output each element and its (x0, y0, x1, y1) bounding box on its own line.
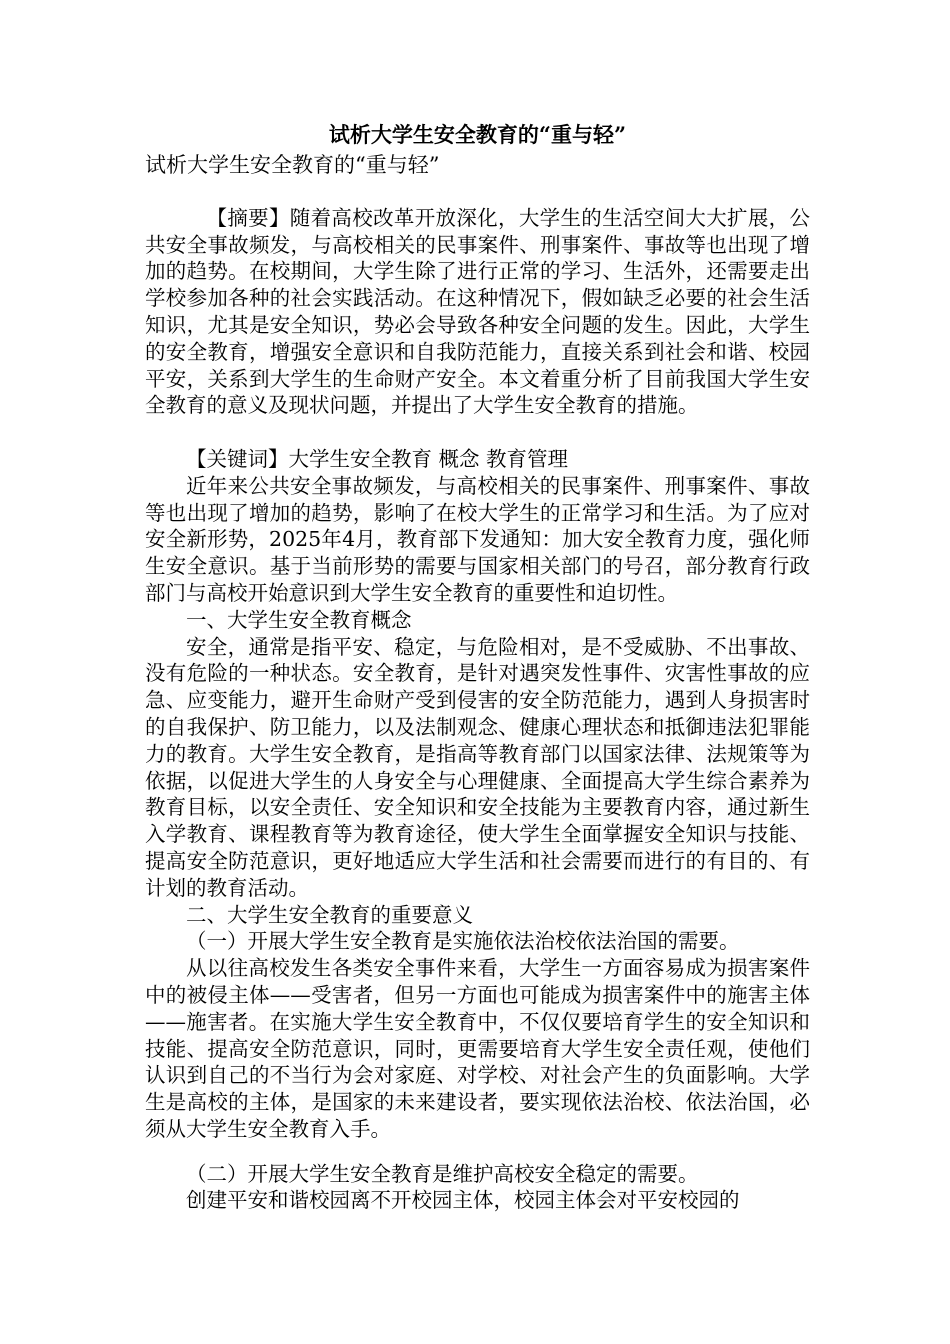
section-2-subheading-2: （二）开展大学生安全教育是维护高校安全稳定的需要。 (186, 1161, 699, 1186)
spacer (145, 419, 810, 446)
section-1-paragraph: 安全，通常是指平安、稳定，与危险相对，是不受威胁、不出事故、没有危险的一种状态。安全教育，是针对遇突发性事件、灾害性事故的应急、应变能力，避开生命财产受到侵害的安全防范能力，遇到人身损害时的自我保护、防卫能力，以及法制观念、健康心理状态和抵御违法犯罪能力的教育。大学生安全教育，是指高等教育部门以国家法律、法规策等为依据，以促进大学生的人身安全与心理健康、全面提高大学生综合素养为教育目标，以安全责任、安全知识和安全技能为主要教育内容，通过新生入学教育、课程教育等为教育途径，使大学生全面掌握安全知识与技能、提高安全防范意识，更好地适应大学生活和社会需要而进行的有目的、有计划的教育活动。 (145, 634, 810, 900)
abstract-paragraph: 【摘要】随着高校改革开放深化，大学生的生活空间大大扩展，公共安全事故频发，与高校相关的民事案件、刑事案件、事故等也出现了增加的趋势。在校期间，大学生除了进行正常的学习、生活外，还需要走出学校参加各种的社会实践活动。在这种情况下，假如缺乏必要的社会生活知识，尤其是安全知识，势必会导致各种安全问题的发生。因此，大学生的安全教育，增强安全意识和自我防范能力，直接关系到社会和谐、校园平安，关系到大学生的生命财产安全。本文着重分析了目前我国大学生安全教育的意义及现状问题，并提出了大学生安全教育的措施。 (145, 205, 810, 418)
document-page (145, 118, 810, 1214)
spacer (145, 1143, 810, 1161)
section-2-paragraph-2: 创建平安和谐校园离不开校园主体，校园主体会对平安校园的 (186, 1188, 740, 1213)
section-2-subheading-1: （一）开展大学生安全教育是实施依法治校依法治国的需要。 (186, 929, 740, 954)
section-2-heading: 二、大学生安全教育的重要意义 (186, 902, 473, 927)
spacer (145, 178, 810, 205)
document-subtitle: 试析大学生安全教育的“重与轻” (145, 153, 440, 177)
keywords-line: 【关键词】大学生安全教育 概念 教育管理 (186, 446, 569, 471)
document-title: 试析大学生安全教育的“重与轻” (328, 122, 627, 147)
section-2-paragraph-1: 从以往高校发生各类安全事件来看，大学生一方面容易成为损害案件中的被侵主体——受害者，但另一方面也可能成为损害案件中的施害主体——施害者。在实施大学生安全教育中，不仅仅要培育学生的安全知识和技能、提高安全防范意识，同时，更需要培育大学生安全责任观，使他们认识到自己的不当行为会对家庭、对学校、对社会产生的负面影响。大学生是高校的主体，是国家的未来建设者，要实现依法治校、依法治国，必须从大学生安全教育入手。 (145, 956, 810, 1141)
section-1-heading: 一、大学生安全教育概念 (186, 607, 412, 632)
intro-paragraph: 近年来公共安全事故频发，与高校相关的民事案件、刑事案件、事故等也出现了增加的趋势，影响了在校大学生的正常学习和生活。为了应对安全新形势，2025年4月，教育部下发通知：加大安全教育力度，强化师生安全意识。基于当前形势的需要与国家相关部门的号召，部分教育行政部门与高校开始意识到大学生安全教育的重要性和迫切性。 (145, 473, 810, 605)
